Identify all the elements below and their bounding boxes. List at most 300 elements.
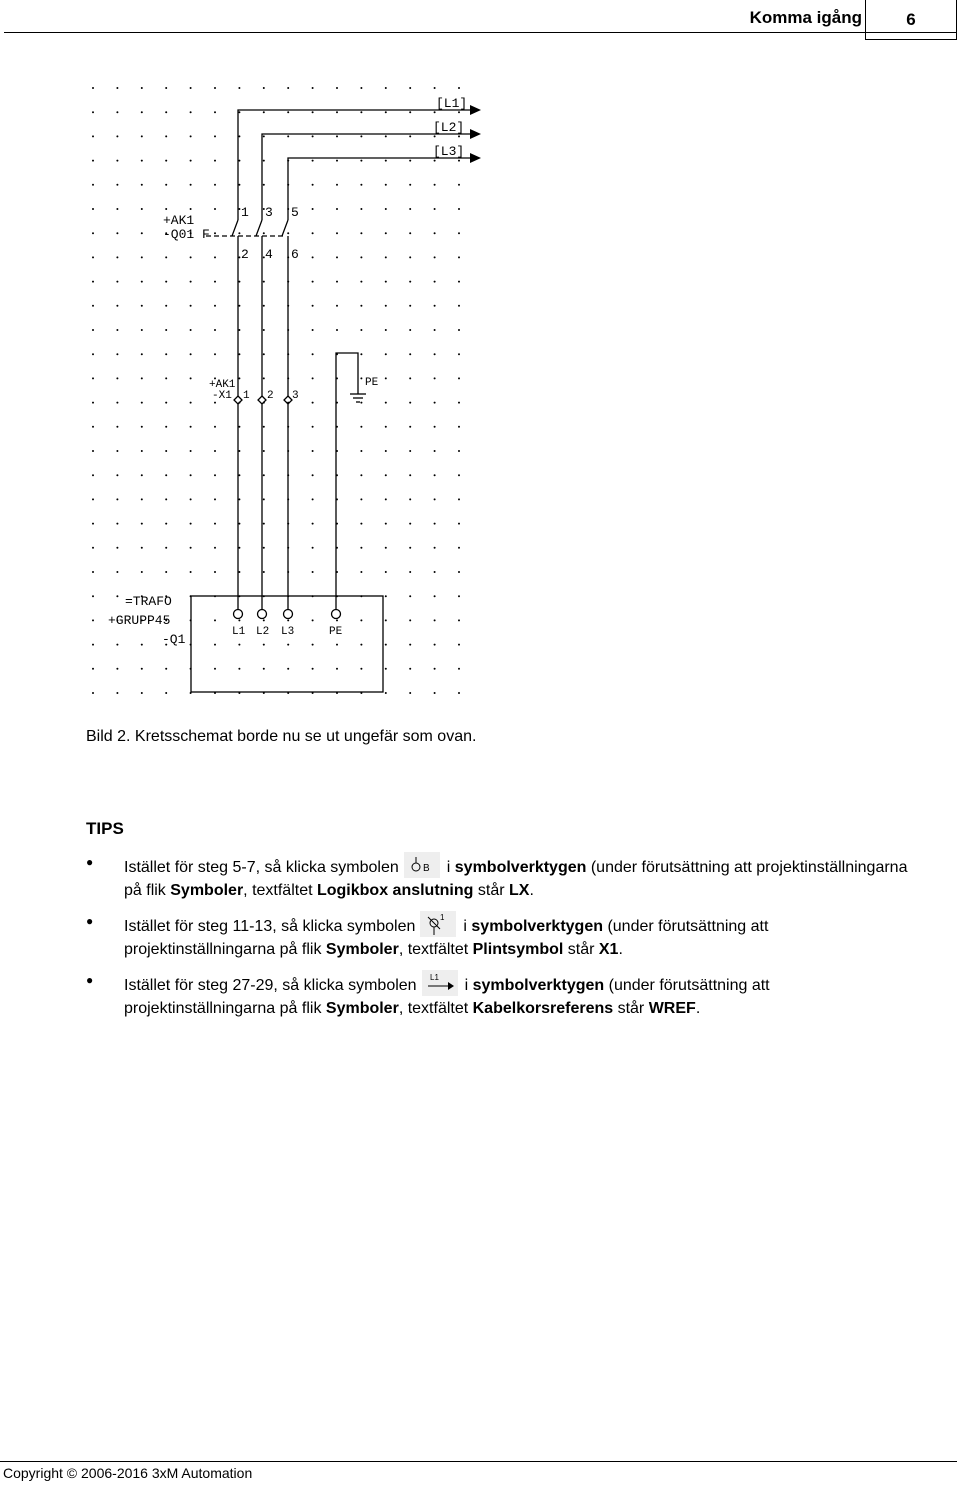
grid-dot (141, 111, 143, 113)
grid-dot (141, 208, 143, 210)
grid-dot (458, 692, 460, 694)
grid-dot (214, 87, 216, 89)
grid-dot (458, 668, 460, 670)
grid-dot (434, 232, 436, 234)
grid-dot (385, 184, 387, 186)
svg-text:2: 2 (241, 247, 249, 262)
grid-dot (141, 426, 143, 428)
grid-dot (385, 692, 387, 694)
grid-dot (92, 135, 94, 137)
grid-dot (312, 644, 314, 646)
grid-dot (141, 450, 143, 452)
grid-dot (214, 281, 216, 283)
grid-dot (238, 111, 240, 113)
grid-dot (458, 184, 460, 186)
grid-dot (336, 644, 338, 646)
grid-dot (238, 353, 240, 355)
grid-dot (336, 208, 338, 210)
grid-dot (263, 523, 265, 525)
grid-dot (141, 87, 143, 89)
logic-box-icon (403, 851, 441, 879)
grid-dot (458, 305, 460, 307)
grid-dot (263, 160, 265, 162)
grid-dot (116, 474, 118, 476)
grid-dot (409, 474, 411, 476)
grid-dot (214, 184, 216, 186)
grid-dot (190, 160, 192, 162)
grid-dot (336, 184, 338, 186)
grid-dot (190, 450, 192, 452)
grid-dot (287, 232, 289, 234)
cable-l1: [L1] (436, 96, 468, 111)
grid-dot (116, 184, 118, 186)
grid-dot (434, 208, 436, 210)
grid-dot (92, 668, 94, 670)
grid-dot (434, 668, 436, 670)
grid-dot (141, 353, 143, 355)
header-title: Komma igång (749, 8, 862, 27)
box-label-1: =TRAFO (125, 594, 172, 609)
grid-dot (116, 353, 118, 355)
grid-dot (141, 571, 143, 573)
grid-dot (287, 619, 289, 621)
grid-dot (116, 692, 118, 694)
grid-dot (116, 377, 118, 379)
wire-l3 (288, 158, 470, 200)
grid-dot (434, 305, 436, 307)
grid-dot (458, 232, 460, 234)
svg-text:1: 1 (440, 913, 445, 922)
grid-dot (312, 377, 314, 379)
grid-dot (360, 523, 362, 525)
grid-dot (92, 160, 94, 162)
grid-dot (116, 329, 118, 331)
grid-dot (238, 87, 240, 89)
grid-dot (336, 256, 338, 258)
grid-dot (116, 426, 118, 428)
pe-label: PE (365, 377, 379, 389)
grid-dot (409, 426, 411, 428)
grid-dot (312, 474, 314, 476)
grid-dot (263, 329, 265, 331)
grid-dot (214, 305, 216, 307)
grid-dot (385, 644, 387, 646)
grid-dot (238, 450, 240, 452)
grid-dot (312, 87, 314, 89)
grid-dot (263, 111, 265, 113)
grid-dot (190, 87, 192, 89)
grid-dot (360, 619, 362, 621)
grid-dot (287, 111, 289, 113)
grid-dot (434, 595, 436, 597)
grid-dot (263, 305, 265, 307)
grid-dot (116, 256, 118, 258)
grid-dot (165, 111, 167, 113)
grid-dot (92, 305, 94, 307)
grid-dot (116, 668, 118, 670)
grid-dot (312, 329, 314, 331)
grid-dot (434, 87, 436, 89)
grid-dot (190, 281, 192, 283)
grid-dot (434, 111, 436, 113)
svg-text:L3: L3 (281, 626, 295, 638)
grid-dot (165, 329, 167, 331)
grid-dot (434, 256, 436, 258)
grid-dot (409, 281, 411, 283)
grid-dot (141, 135, 143, 137)
grid-dot (458, 547, 460, 549)
grid-dot (360, 377, 362, 379)
box-label-2: +GRUPP45 (108, 613, 171, 628)
grid-dot (336, 329, 338, 331)
grid-dot (312, 256, 314, 258)
grid-dot (92, 87, 94, 89)
circuit-schematic (80, 70, 490, 722)
grid-dot (385, 450, 387, 452)
grid-dot (263, 644, 265, 646)
grid-dot (141, 160, 143, 162)
grid-dot (336, 111, 338, 113)
grid-dot (409, 353, 411, 355)
grid-dot (116, 498, 118, 500)
grid-dot (116, 402, 118, 404)
grid-dot (214, 523, 216, 525)
grid-dot (263, 668, 265, 670)
grid-dot (238, 377, 240, 379)
grid-dot (360, 644, 362, 646)
grid-dot (360, 135, 362, 137)
grid-dot (434, 377, 436, 379)
grid-dot (238, 571, 240, 573)
grid-dot (92, 208, 94, 210)
grid-dot (263, 184, 265, 186)
grid-dot (116, 571, 118, 573)
grid-dot (458, 160, 460, 162)
footer-copyright: Copyright © 2006-2016 3xM Automation (3, 1465, 253, 1481)
grid-dot (409, 232, 411, 234)
grid-dot (92, 474, 94, 476)
grid-dot (312, 450, 314, 452)
device-box (191, 596, 383, 692)
grid-dot (92, 232, 94, 234)
grid-dot (385, 547, 387, 549)
grid-dot (336, 619, 338, 621)
grid-dot (214, 135, 216, 137)
grid-dot (263, 619, 265, 621)
grid-dot (238, 329, 240, 331)
grid-dot (190, 402, 192, 404)
grid-dot (360, 232, 362, 234)
grid-dot (165, 305, 167, 307)
grid-dot (409, 87, 411, 89)
grid-dot (458, 353, 460, 355)
grid-dot (238, 474, 240, 476)
grid-dot (165, 571, 167, 573)
grid-dot (238, 668, 240, 670)
grid-dot (409, 644, 411, 646)
grid-dot (458, 402, 460, 404)
grid-dot (214, 256, 216, 258)
grid-dot (214, 329, 216, 331)
grid-dot (385, 329, 387, 331)
figure-caption: Bild 2. Kretsschemat borde nu se ut ungefär som ovan. (86, 728, 477, 745)
grid-dot (434, 474, 436, 476)
page-number: 6 (865, 0, 957, 40)
grid-dot (92, 329, 94, 331)
grid-dot (263, 450, 265, 452)
tips-title: TIPS (86, 819, 124, 838)
grid-dot (116, 547, 118, 549)
grid-dot (385, 87, 387, 89)
grid-dot (458, 329, 460, 331)
grid-dot (360, 208, 362, 210)
grid-dot (360, 547, 362, 549)
bullet-icon: ● (86, 973, 94, 987)
grid-dot (116, 160, 118, 162)
grid-dot (360, 160, 362, 162)
grid-dot (385, 498, 387, 500)
grid-dot (238, 160, 240, 162)
grid-dot (238, 232, 240, 234)
grid-dot (312, 668, 314, 670)
grid-dot (116, 644, 118, 646)
grid-dot (238, 305, 240, 307)
grid-dot (214, 644, 216, 646)
grid-dot (165, 426, 167, 428)
grid-dot (165, 281, 167, 283)
grid-dot (287, 644, 289, 646)
svg-text:2: 2 (267, 390, 274, 402)
header-rule (4, 32, 957, 33)
grid-dot (336, 281, 338, 283)
grid-dot (434, 329, 436, 331)
grid-dot (434, 547, 436, 549)
grid-dot (263, 353, 265, 355)
grid-dot (141, 281, 143, 283)
svg-text:3: 3 (265, 205, 273, 220)
svg-text:B: B (422, 863, 430, 874)
grid-dot (385, 232, 387, 234)
grid-dot (263, 498, 265, 500)
grid-dot (214, 571, 216, 573)
grid-dot (141, 523, 143, 525)
grid-dot (141, 232, 143, 234)
grid-dot (141, 498, 143, 500)
grid-dot (116, 208, 118, 210)
grid-dot (458, 135, 460, 137)
grid-dot (190, 474, 192, 476)
grid-dot (92, 571, 94, 573)
grid-dot (263, 426, 265, 428)
grid-dot (214, 547, 216, 549)
grid-dot (409, 160, 411, 162)
grid-dot (409, 305, 411, 307)
bullet-icon: ● (86, 855, 94, 869)
grid-dot (434, 523, 436, 525)
grid-dot (312, 160, 314, 162)
grid-dot (141, 644, 143, 646)
grid-dot (409, 402, 411, 404)
grid-dot (409, 377, 411, 379)
grid-dot (263, 377, 265, 379)
grid-dot (165, 87, 167, 89)
grid-dot (190, 329, 192, 331)
grid-dot (238, 426, 240, 428)
breaker-op: F (202, 227, 210, 242)
grid-dot (385, 208, 387, 210)
grid-dot (312, 619, 314, 621)
grid-dot (312, 402, 314, 404)
grid-dot (263, 135, 265, 137)
grid-dot (458, 377, 460, 379)
grid-dot (360, 281, 362, 283)
grid-dot (360, 426, 362, 428)
grid-dot (312, 135, 314, 137)
grid-dot (238, 184, 240, 186)
grid-dot (312, 208, 314, 210)
grid-dot (141, 668, 143, 670)
grid-dot (336, 668, 338, 670)
grid-dot (214, 474, 216, 476)
grid-dot (336, 305, 338, 307)
grid-dot (409, 547, 411, 549)
grid-dot (116, 87, 118, 89)
grid-dot (336, 160, 338, 162)
grid-dot (312, 353, 314, 355)
grid-dot (238, 281, 240, 283)
grid-dot (92, 377, 94, 379)
grid-dot (287, 87, 289, 89)
grid-dot (312, 547, 314, 549)
grid-dot (92, 523, 94, 525)
grid-dot (214, 208, 216, 210)
grid-dot (385, 523, 387, 525)
grid-dot (190, 208, 192, 210)
grid-dot (141, 305, 143, 307)
grid-dot (434, 571, 436, 573)
grid-dot (458, 256, 460, 258)
grid-dot (190, 547, 192, 549)
grid-dot (116, 305, 118, 307)
svg-text:5: 5 (291, 205, 299, 220)
grid-dot (287, 668, 289, 670)
grid-dot (385, 256, 387, 258)
grid-dot (409, 523, 411, 525)
grid-dot (409, 619, 411, 621)
breaker-location: +AK1 (163, 213, 195, 228)
grid-dot (116, 232, 118, 234)
grid-dot (409, 184, 411, 186)
grid-dot (434, 692, 436, 694)
grid-dot (116, 111, 118, 113)
grid-dot (360, 111, 362, 113)
grid-dot (92, 619, 94, 621)
grid-dot (190, 184, 192, 186)
grid-dot (409, 668, 411, 670)
grid-dot (434, 184, 436, 186)
grid-dot (214, 232, 216, 234)
grid-dot (116, 281, 118, 283)
grid-dot (165, 668, 167, 670)
grid-dot (360, 668, 362, 670)
terminal-symbol-icon (419, 910, 457, 938)
svg-text:6: 6 (291, 247, 299, 262)
grid-dot (165, 184, 167, 186)
grid-dot (434, 160, 436, 162)
svg-text:4: 4 (265, 247, 273, 262)
grid-dot (385, 619, 387, 621)
grid-dot (434, 402, 436, 404)
grid-dot (336, 135, 338, 137)
grid-dot (385, 668, 387, 670)
grid-dot (165, 353, 167, 355)
grid-dot (214, 450, 216, 452)
grid-dot (360, 498, 362, 500)
grid-dot (458, 644, 460, 646)
grid-dot (360, 329, 362, 331)
grid-dot (190, 377, 192, 379)
svg-text:3: 3 (292, 390, 299, 402)
grid-dot (434, 619, 436, 621)
grid-dot (312, 111, 314, 113)
grid-dot (385, 111, 387, 113)
grid-dot (238, 523, 240, 525)
grid-dot (165, 450, 167, 452)
grid-dot (385, 595, 387, 597)
grid-dot (214, 426, 216, 428)
grid-dot (409, 450, 411, 452)
grid-dot (385, 135, 387, 137)
grid-dot (165, 377, 167, 379)
tip-item: ● Istället för steg 11-13, så klicka symbolen 1 i symbolverktygen (under förutsättning att projektinställningarna på flik Symboler, textfältet Plintsymbol står X1. (124, 910, 924, 961)
grid-dot (360, 571, 362, 573)
breaker-tag: -Q01 (163, 227, 195, 242)
grid-dot (385, 474, 387, 476)
grid-dot (141, 692, 143, 694)
grid-dot (360, 184, 362, 186)
svg-text:1: 1 (241, 205, 249, 220)
grid-dot (385, 377, 387, 379)
grid-dot (360, 305, 362, 307)
grid-dot (92, 547, 94, 549)
box-label-3: -Q1 (162, 632, 186, 647)
grid-dot (312, 571, 314, 573)
grid-dot (458, 523, 460, 525)
grid-dot (458, 595, 460, 597)
grid-dot (458, 87, 460, 89)
grid-dot (263, 281, 265, 283)
grid-dot (116, 450, 118, 452)
grid-dot (458, 450, 460, 452)
grid-dot (165, 402, 167, 404)
grid-dot (385, 402, 387, 404)
grid-dot (214, 353, 216, 355)
svg-text:1: 1 (243, 390, 250, 402)
grid-dot (360, 402, 362, 404)
grid-dot (214, 111, 216, 113)
grid-dot (116, 135, 118, 137)
grid-dot (165, 208, 167, 210)
grid-dot (360, 450, 362, 452)
grid-dot (190, 523, 192, 525)
grid-dot (312, 305, 314, 307)
grid-dot (214, 498, 216, 500)
grid-dot (434, 644, 436, 646)
grid-dot (165, 498, 167, 500)
grid-dot (409, 208, 411, 210)
svg-text:L1: L1 (232, 626, 246, 638)
grid-dot (458, 474, 460, 476)
